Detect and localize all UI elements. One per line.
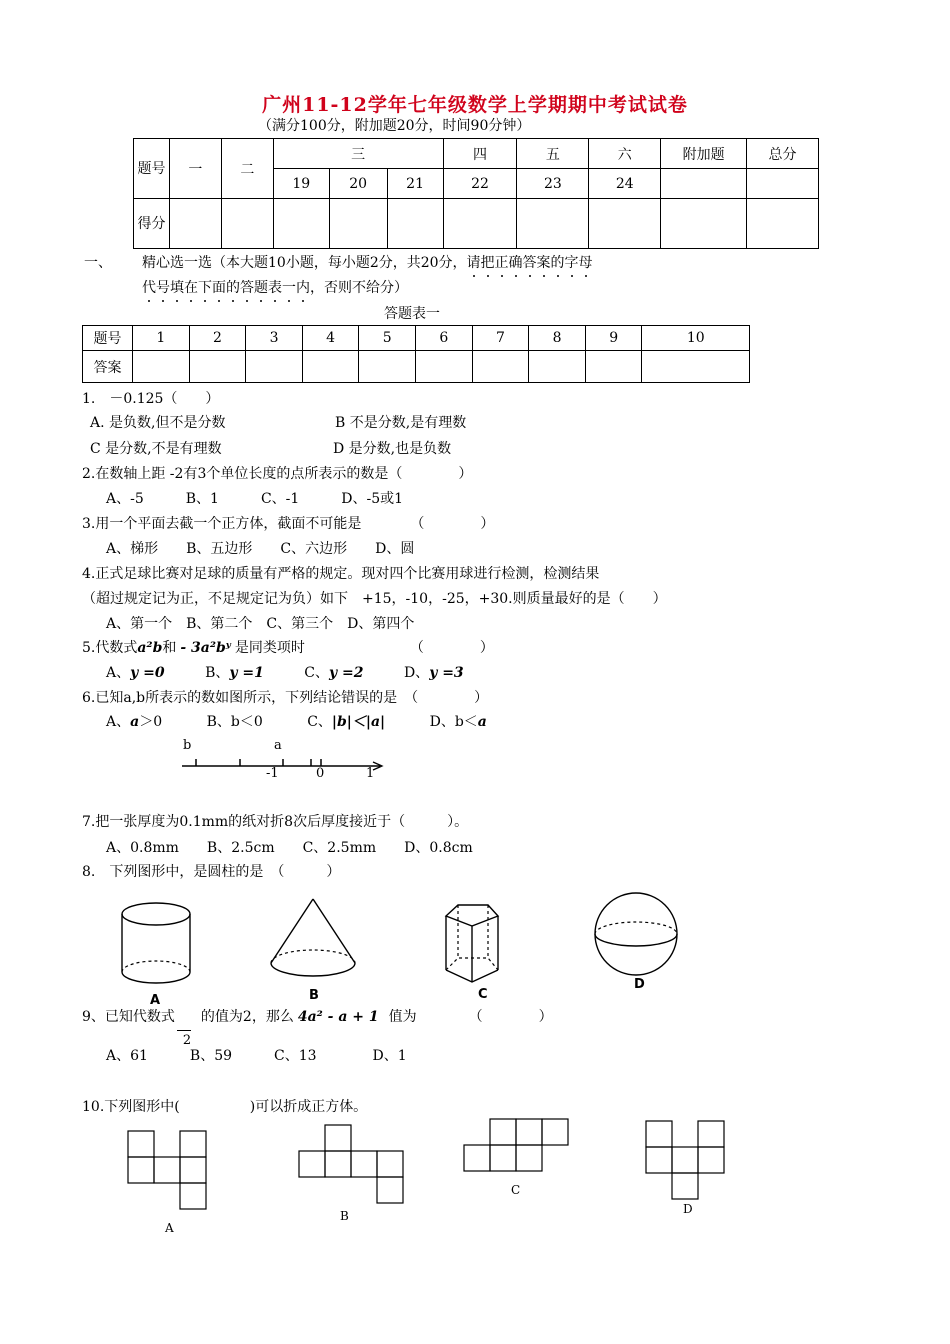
score-row-label: 得分 (134, 199, 170, 249)
q9-text-2: 的值为2，那么 (200, 1009, 294, 1025)
score-cell[interactable] (747, 199, 819, 249)
q6-opt-a-text: ＞0 (139, 714, 163, 730)
q5-stem (82, 637, 494, 657)
q9-text: 9、已知代数式 (82, 1009, 175, 1025)
score-sub-24: 24 (589, 169, 661, 199)
q6-options (106, 711, 487, 731)
score-sub-19: 19 (273, 169, 329, 199)
q9-text-3: 值为 (388, 1009, 417, 1025)
q10-stem: 10.下列图形中( )可以折成正方体。 (82, 1099, 368, 1115)
q6-opt-a: A、 (106, 714, 131, 730)
answer-cell-3[interactable] (246, 351, 303, 383)
q9-paren: （ ） (468, 1009, 553, 1025)
q1-option-d: D 是分数,也是负数 (333, 441, 452, 457)
q5-opt-b-value: y =1 (229, 665, 264, 681)
q9-stem (82, 1006, 553, 1048)
answer-header-label: 题号 (83, 326, 133, 351)
section1-heading (142, 252, 593, 272)
answer-number-4: 4 (302, 326, 359, 351)
score-sub-23: 23 (517, 169, 589, 199)
answer-table (82, 325, 750, 383)
cone-figure (265, 895, 365, 1005)
answer-number-5: 5 (359, 326, 416, 351)
score-cell[interactable] (329, 199, 387, 249)
answer-cell-10[interactable] (642, 351, 750, 383)
q5-expr-2: - 3a²bʸ (180, 640, 231, 656)
score-table (133, 138, 819, 249)
label-one: 1 (366, 766, 375, 781)
q6-stem: 6.已知a,b所表示的数如图所示，下列结论错误的是 （ ） (82, 690, 489, 706)
score-col-extra: 附加题 (661, 139, 747, 169)
score-col-total: 总分 (747, 139, 819, 169)
net-figure-d (643, 1118, 728, 1223)
q9-expr: 4a² - a + 1 (297, 1009, 379, 1025)
answer-number-6: 6 (416, 326, 473, 351)
label-d: D (634, 977, 645, 992)
q6-opt-d: D、b＜ (429, 714, 478, 730)
section1-emphasis-2: 代号填在下面的答题表一内 (142, 280, 310, 296)
score-cell[interactable] (517, 199, 589, 249)
score-col-si: 四 (443, 139, 517, 169)
number-line-figure (180, 735, 390, 780)
q5-opt-a: A、 (106, 665, 131, 681)
q5-opt-c: C、 (304, 665, 330, 681)
q5-text: 5.代数式 (82, 640, 138, 656)
q5-opt-b: B、 (205, 665, 230, 681)
q1-stem: 1. －0.125（ ） (82, 391, 220, 407)
q7-options: A、0.8mm B、2.5cm C、2.5mm D、0.8cm (106, 840, 473, 856)
q4-stem-2: （超过规定记为正，不足规定记为负）如下 +15，-10，-25，+30.则质量最好的是（ ） (82, 591, 667, 607)
prism-figure (440, 900, 520, 1005)
q6-opt-d-var: a (477, 714, 487, 730)
q5-options (106, 662, 464, 682)
answer-cell-6[interactable] (416, 351, 473, 383)
q5-and: 和 (162, 640, 177, 656)
q1-option-b: B 不是分数,是有理数 (335, 415, 467, 431)
net-figure-b (296, 1122, 411, 1227)
q6-opt-c: C、 (307, 714, 332, 730)
label-minus-one: -1 (266, 766, 279, 781)
section1-heading-line2 (142, 277, 408, 297)
score-empty (747, 169, 819, 199)
score-cell[interactable] (661, 199, 747, 249)
q5-expr-1: a²b (137, 640, 163, 656)
label-a: A (150, 993, 161, 1008)
answer-cell-8[interactable] (529, 351, 586, 383)
q4-stem: 4.正式足球比赛对足球的质量有严格的规定。现对四个比赛用球进行检测，检测结果 (82, 566, 600, 582)
score-cell[interactable] (589, 199, 661, 249)
q6-opt-a-var: a (130, 714, 140, 730)
label-a: a (274, 738, 282, 753)
answer-number-8: 8 (529, 326, 586, 351)
answer-row-label: 答案 (83, 351, 133, 383)
q3-options: A、梯形 B、五边形 C、六边形 D、圆 (106, 541, 415, 557)
label-c: C (511, 1183, 521, 1197)
q5-opt-d: D、 (403, 665, 430, 681)
q8-stem: 8. 下列图形中，是圆柱的是 （ ） (82, 864, 341, 880)
q5-tail: 是同类项时 （ ） (234, 640, 494, 656)
q6-opt-c-value: |b|＜|a| (331, 714, 386, 730)
q1-option-c: C 是分数,不是有理数 (90, 441, 222, 457)
answer-number-2: 2 (189, 326, 246, 351)
q2-options: A、-5 B、1 C、-1 D、-5或1 (106, 491, 404, 507)
section1-number: 一、 (84, 255, 112, 271)
answer-cell-7[interactable] (472, 351, 529, 383)
q4-options: A、第一个 B、第二个 C、第三个 D、第四个 (106, 616, 415, 632)
score-header-label: 题号 (134, 139, 170, 199)
score-col-wu: 五 (517, 139, 589, 169)
sphere-figure (590, 892, 690, 992)
score-sub-22: 22 (443, 169, 517, 199)
answer-cell-2[interactable] (189, 351, 246, 383)
q2-stem: 2.在数轴上距 -2有3个单位长度的点所表示的数是（ ） (82, 466, 473, 482)
answer-table-caption: 答题表一 (384, 306, 440, 322)
answer-cell-9[interactable] (585, 351, 642, 383)
answer-cell-5[interactable] (359, 351, 416, 383)
label-d: D (683, 1202, 693, 1216)
page-subtitle: （满分100分，附加题20分，时间90分钟） (258, 118, 531, 134)
answer-number-10: 10 (642, 326, 750, 351)
q5-opt-a-value: y =0 (130, 665, 165, 681)
label-a: A (165, 1221, 174, 1235)
score-empty (661, 169, 747, 199)
label-b: b (183, 738, 192, 753)
score-cell[interactable] (169, 199, 221, 249)
score-cell[interactable] (273, 199, 329, 249)
score-sub-21: 21 (387, 169, 443, 199)
answer-number-3: 3 (246, 326, 303, 351)
answer-number-9: 9 (585, 326, 642, 351)
net-figure-c (459, 1116, 577, 1201)
q1-option-a: A. 是负数,但不是分数 (90, 415, 226, 431)
q9-options: A、61 B、59 C、13 D、1 (106, 1048, 407, 1064)
label-b: B (309, 988, 319, 1003)
q5-opt-c-value: y =2 (329, 665, 364, 681)
score-sub-20: 20 (329, 169, 387, 199)
score-cell[interactable] (387, 199, 443, 249)
score-col-er: 二 (221, 139, 273, 199)
q5-opt-d-value: y =3 (429, 665, 464, 681)
label-b: B (340, 1209, 349, 1223)
label-zero: 0 (316, 766, 325, 781)
q3-stem: 3.用一个平面去截一个正方体，截面不可能是 （ ） (82, 516, 495, 532)
score-col-yi: 一 (169, 139, 221, 199)
score-col-liu: 六 (589, 139, 661, 169)
section1-text: 精心选一选（本大题10小题，每小题2分，共20分， (142, 255, 467, 271)
page-title: 广州11-12学年七年级数学上学期期中考试试卷 (262, 94, 688, 116)
answer-cell-1[interactable] (133, 351, 190, 383)
section1-tail: ，否则不给分） (310, 280, 408, 296)
score-cell[interactable] (443, 199, 517, 249)
score-cell[interactable] (221, 199, 273, 249)
q7-stem: 7.把一张厚度为0.1mm的纸对折8次后厚度接近于（ ）。 (82, 814, 469, 830)
answer-cell-4[interactable] (302, 351, 359, 383)
q6-opt-b: B、b＜0 (206, 714, 263, 730)
section1-emphasis: 请把正确答案的字母 (467, 255, 593, 271)
cylinder-figure (120, 900, 200, 1010)
net-figure-a (125, 1128, 215, 1238)
answer-number-1: 1 (133, 326, 190, 351)
label-c: C (478, 987, 488, 1002)
score-col-san: 三 (273, 139, 443, 169)
q9-frac-den: 2 (182, 1033, 192, 1048)
answer-number-7: 7 (472, 326, 529, 351)
